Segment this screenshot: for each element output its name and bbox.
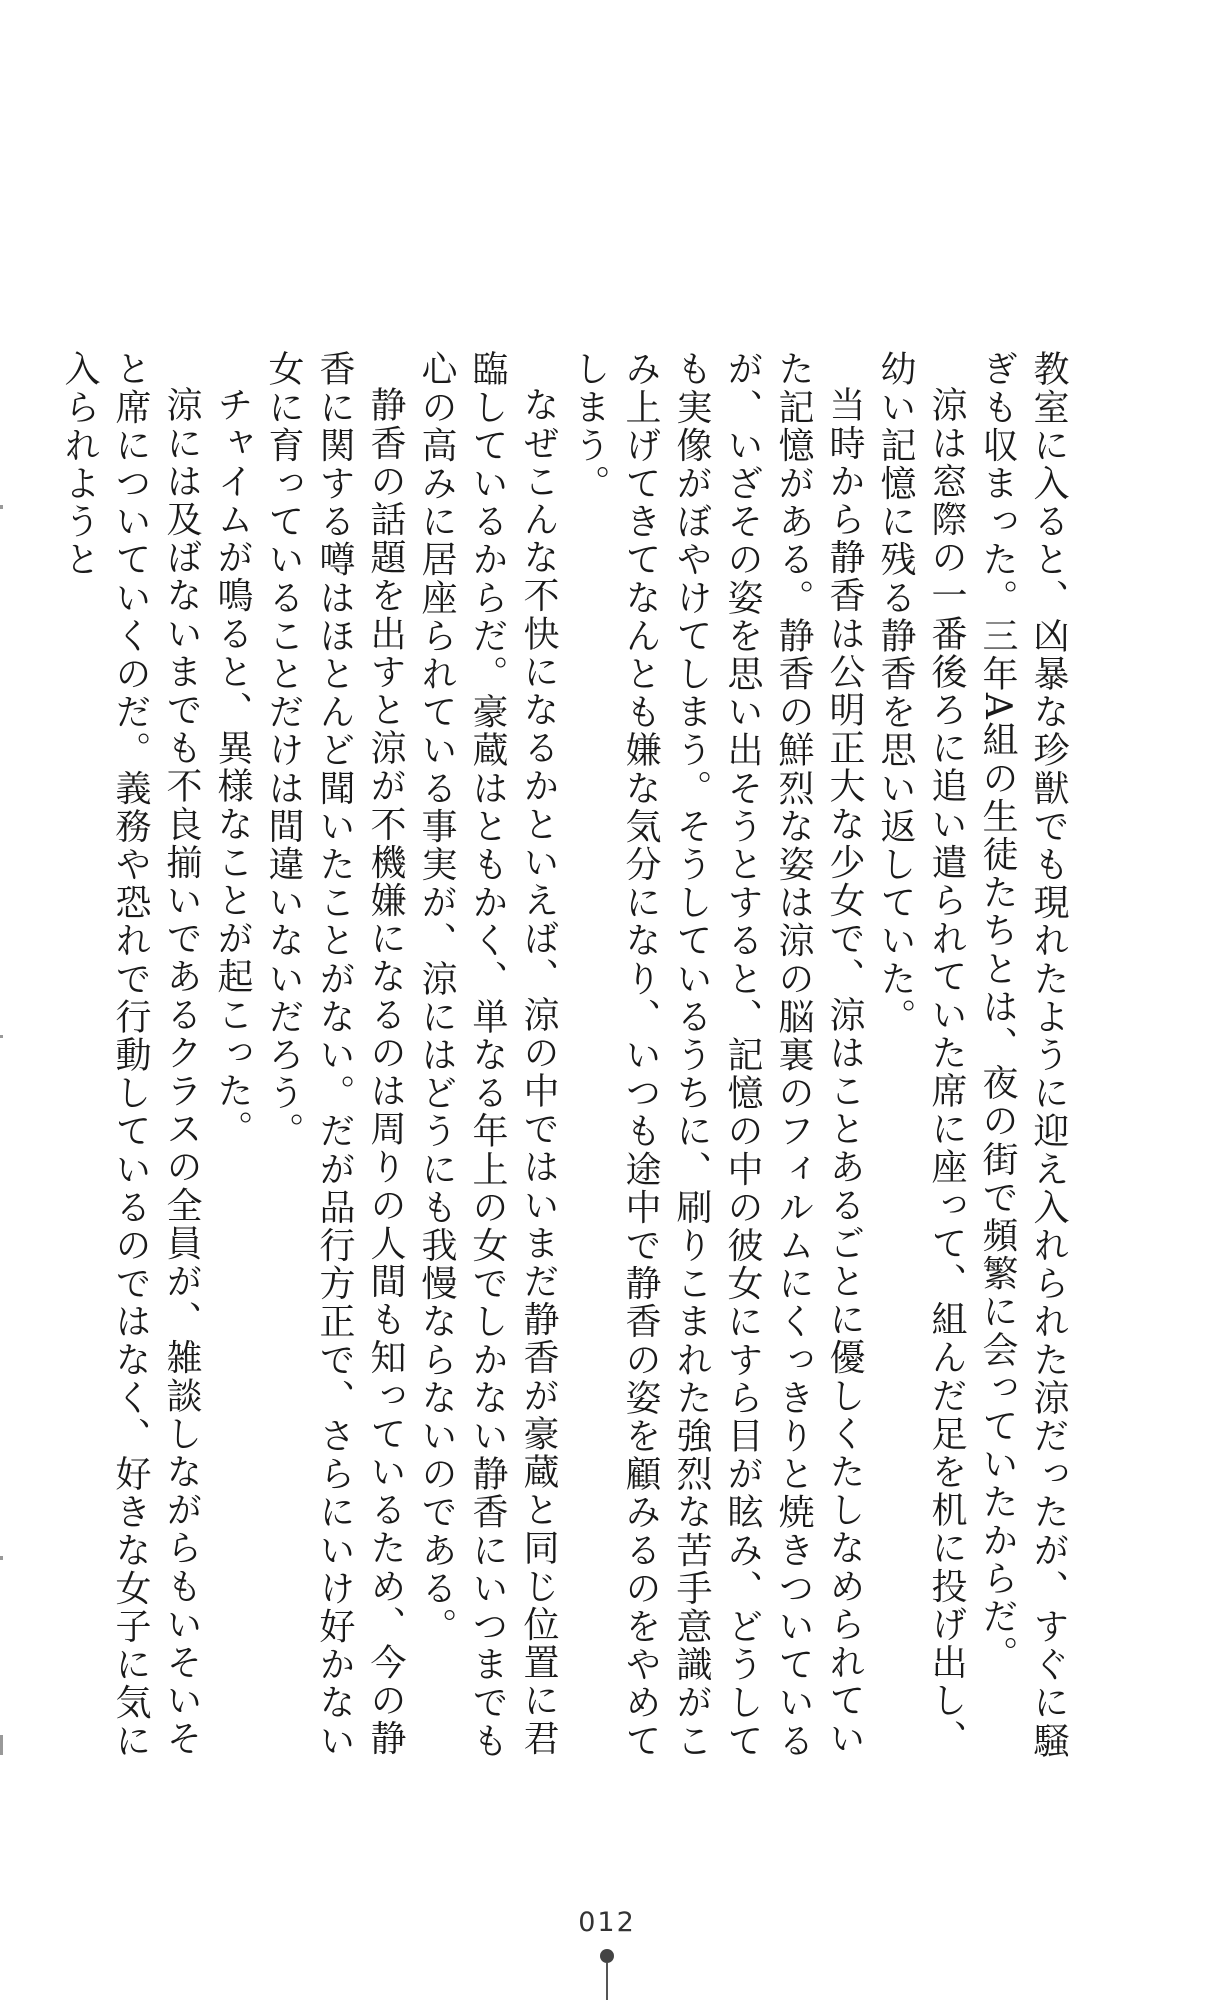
- paragraph: 静香の話題を出すと涼が不機嫌になるのは周りの人間も知っているため、今の静香に関する噂はほとんど聞いたことがない。だが品行方正で、さらにいけ好かない女に育っていることだけは間違いないだろう。: [263, 350, 406, 1760]
- paragraph: 当時から静香は公明正大な少女で、涼はことあるごとに優しくたしなめられていた記憶がある。静香の鮮烈な姿は涼の脳裏のフィルムにくっきりと焼きついているが、いざその姿を思い出そうとすると、記憶の中の彼女にすら目が眩み、どうしても実像がぼやけてしまう。そうしているうちに、刷りこまれた強烈な苦手意識がこみ上げてきてなんとも嫌な気分になり、いつも途中で静香の姿を顧みるのをやめてしまう。: [569, 350, 865, 1760]
- page-ornament-dot: [600, 1949, 614, 1963]
- page-number: 012: [578, 1907, 636, 1938]
- paragraph: 教室に入ると、凶暴な珍獣でも現れたように迎え入れられた涼だったが、すぐに騒ぎも収まった。三年A組の生徒たちとは、夜の街で頻繁に会っていたからだ。: [977, 350, 1069, 1760]
- margin-tick: [0, 505, 3, 509]
- margin-tick: [0, 1556, 3, 1560]
- body-text: [54, 350, 1074, 1760]
- margin-tick: [0, 1035, 3, 1038]
- paragraph: 涼は窓際の一番後ろに追い遣られていた席に座って、組んだ足を机に投げ出し、幼い記憶に残る静香を思い返していた。: [875, 350, 967, 1758]
- paragraph: 涼には及ばないまでも不良揃いであるクラスの全員が、雑談しながらもいそいそと席についていくのだ。義務や恐れで行動しているのではなく、好きな女子に気に入られようと: [59, 350, 202, 1760]
- paragraph: チャイムが鳴ると、異様なことが起こった。: [212, 386, 253, 1148]
- margin-tick: [0, 1735, 3, 1755]
- paragraph: なぜこんな不快になるかといえば、涼の中ではいまだ静香が豪蔵と同じ位置に君臨しているからだ。豪蔵はともかく、単なる年上の女でしかない静香にいつまでも心の高みに居座られている事実が、涼にはどうにも我慢ならないのである。: [416, 350, 559, 1760]
- page-ornament-line: [606, 1963, 608, 2000]
